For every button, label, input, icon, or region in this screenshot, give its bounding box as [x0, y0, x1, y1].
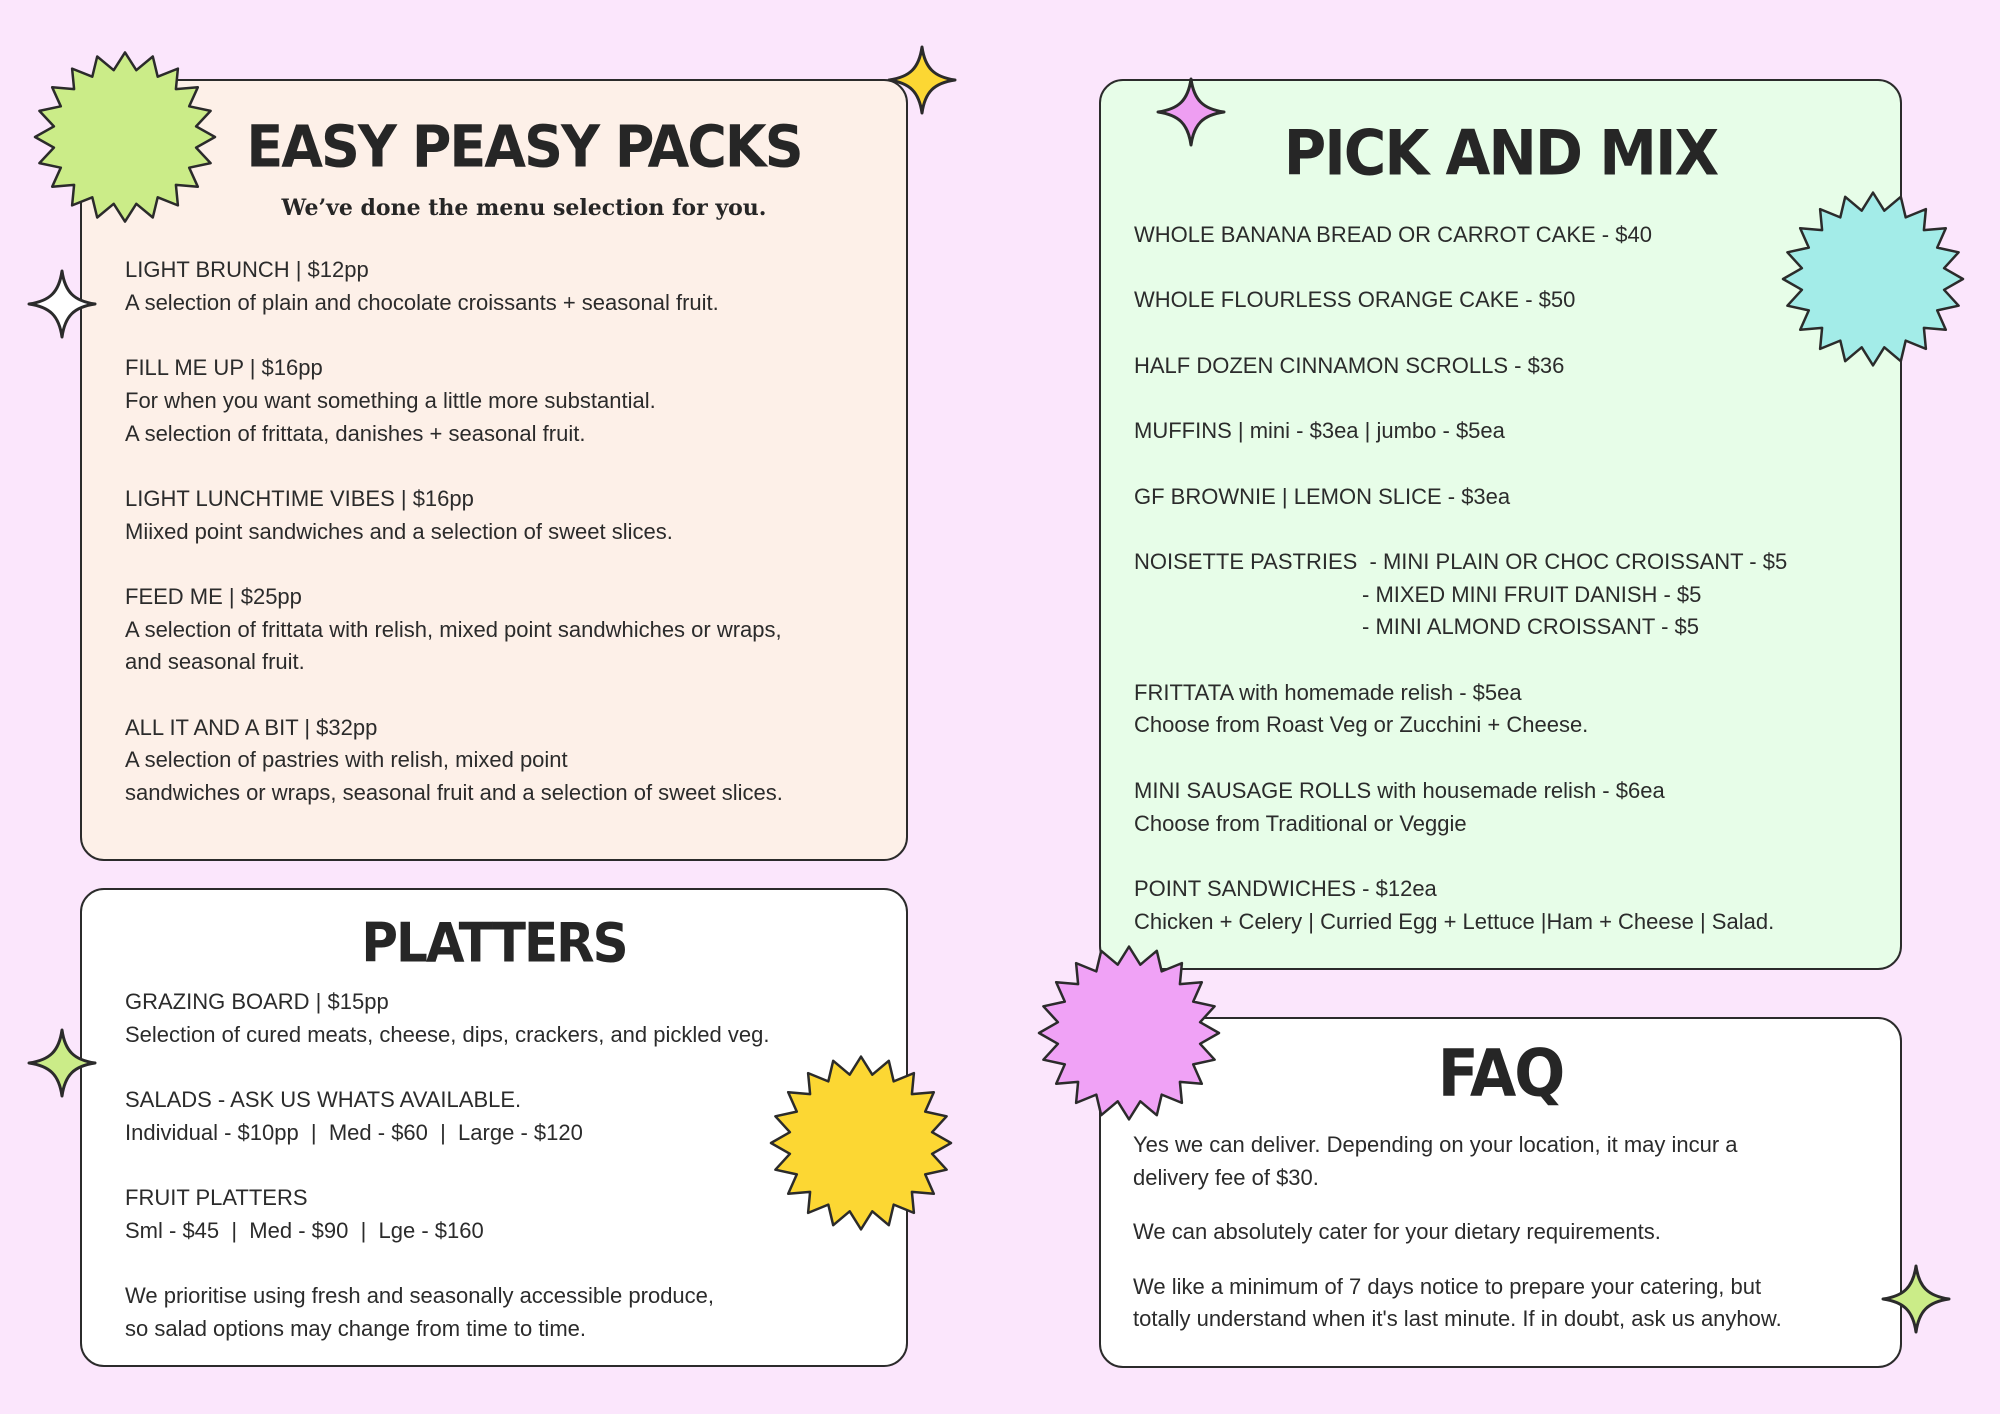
pack-description: A selection of pastries with relish, mixed point — [125, 747, 568, 773]
faq-list — [1133, 1129, 1782, 1336]
menu-item: MINI SAUSAGE ROLLS with housemade relish - $6ea — [1134, 777, 1665, 803]
menu-item: GF BROWNIE | LEMON SLICE - $3ea — [1134, 483, 1511, 509]
platter-description: Individual - $10pp | Med - $60 | Large - $120 — [125, 1119, 583, 1145]
menu-item: MUFFINS | mini - $3ea | jumbo - $5ea — [1134, 418, 1505, 444]
noisette-option: - MINI ALMOND CROISSANT - $5 — [1362, 614, 1699, 640]
menu-item: FRITTATA with homemade relish - $5ea — [1134, 679, 1522, 705]
platter-name: GRAZING BOARD | $15pp — [125, 989, 389, 1014]
menu-item-detail: Choose from Traditional or Veggie — [1134, 810, 1467, 836]
menu-item: HALF DOZEN CINNAMON SCROLLS - $36 — [1134, 352, 1565, 378]
platters-note: so salad options may change from time to time. — [125, 1315, 586, 1341]
cyan-burst-icon — [1778, 188, 1968, 370]
noisette-label: NOISETTE PASTRIES — [1134, 548, 1370, 574]
pack-description: For when you want something a little more substantial. — [125, 387, 656, 413]
pack-name: ALL IT AND A BIT | $32pp — [125, 714, 378, 740]
yellow-sparkle-icon — [886, 44, 958, 116]
noisette-option: - MINI PLAIN OR CHOC CROISSANT - $5 — [1369, 548, 1788, 574]
menu-item-detail: Chicken + Celery | Curried Egg + Lettuce |Ham + Cheese | Salad. — [1134, 908, 1775, 934]
menu-item: WHOLE BANANA BREAD OR CARROT CAKE - $40 — [1134, 222, 1652, 247]
pack-description: sandwiches or wraps, seasonal fruit and a selection of sweet slices. — [125, 780, 783, 806]
pack-description: A selection of frittata, danishes + seasonal fruit. — [125, 420, 586, 446]
pack-name: LIGHT BRUNCH | $12pp — [125, 257, 369, 282]
pack-description: and seasonal fruit. — [125, 649, 305, 675]
pick-and-mix-title: PICK AND MIX — [1283, 116, 1718, 190]
pack-description: A selection of frittata with relish, mixed point sandwhiches or wraps, — [125, 616, 782, 642]
green-sparkle-icon — [26, 1027, 98, 1099]
pack-name: FILL ME UP | $16pp — [125, 355, 323, 381]
pink-sparkle-icon — [1155, 76, 1227, 148]
easy-peasy-list — [125, 254, 783, 810]
pack-description: A selection of plain and chocolate croissants + seasonal fruit. — [125, 289, 719, 315]
platter-description: Sml - $45 | Med - $90 | Lge - $160 — [125, 1217, 484, 1243]
platters-list — [125, 986, 769, 1346]
noisette-pastries — [1134, 546, 1787, 579]
faq-answer: We can absolutely cater for your dietary requirements. — [1133, 1219, 1661, 1244]
platter-name: SALADS - ASK US WHATS AVAILABLE. — [125, 1087, 522, 1113]
pick-and-mix-list — [1134, 219, 1787, 938]
faq-answer: We like a minimum of 7 days notice to prepare your catering, but — [1133, 1273, 1762, 1299]
pink-burst-icon — [1034, 942, 1224, 1124]
pack-description: Miixed point sandwiches and a selection of sweet slices. — [125, 518, 673, 544]
menu-item-detail: Choose from Roast Veg or Zucchini + Cheese. — [1134, 712, 1589, 738]
green-burst-icon — [28, 46, 222, 228]
easy-peasy-subtitle: We’ve done the menu selection for you. — [281, 195, 767, 221]
noisette-option: - MIXED MINI FRUIT DANISH - $5 — [1362, 581, 1702, 607]
faq-answer: Yes we can deliver. Depending on your location, it may incur a — [1133, 1132, 1738, 1157]
yellow-burst-icon — [766, 1052, 956, 1234]
platter-name: FRUIT PLATTERS — [125, 1185, 308, 1211]
white-sparkle-icon — [26, 268, 98, 340]
platters-title: PLATTERS — [361, 911, 627, 975]
faq-answer: totally understand when it's last minute. If in doubt, ask us anyhow. — [1133, 1306, 1782, 1331]
pack-name: FEED ME | $25pp — [125, 583, 302, 609]
easy-peasy-title: EASY PEASY PACKS — [246, 112, 802, 181]
faq-title: FAQ — [1437, 1036, 1564, 1112]
faq-answer: delivery fee of $30. — [1133, 1164, 1319, 1190]
menu-item: POINT SANDWICHES - $12ea — [1134, 875, 1437, 901]
menu-item: WHOLE FLOURLESS ORANGE CAKE - $50 — [1134, 287, 1576, 313]
platter-description: Selection of cured meats, cheese, dips, crackers, and pickled veg. — [125, 1021, 770, 1047]
pack-name: LIGHT LUNCHTIME VIBES | $16pp — [125, 485, 474, 511]
green-sparkle-icon — [1880, 1263, 1952, 1335]
platters-note: We prioritise using fresh and seasonally accessible produce, — [125, 1283, 715, 1309]
